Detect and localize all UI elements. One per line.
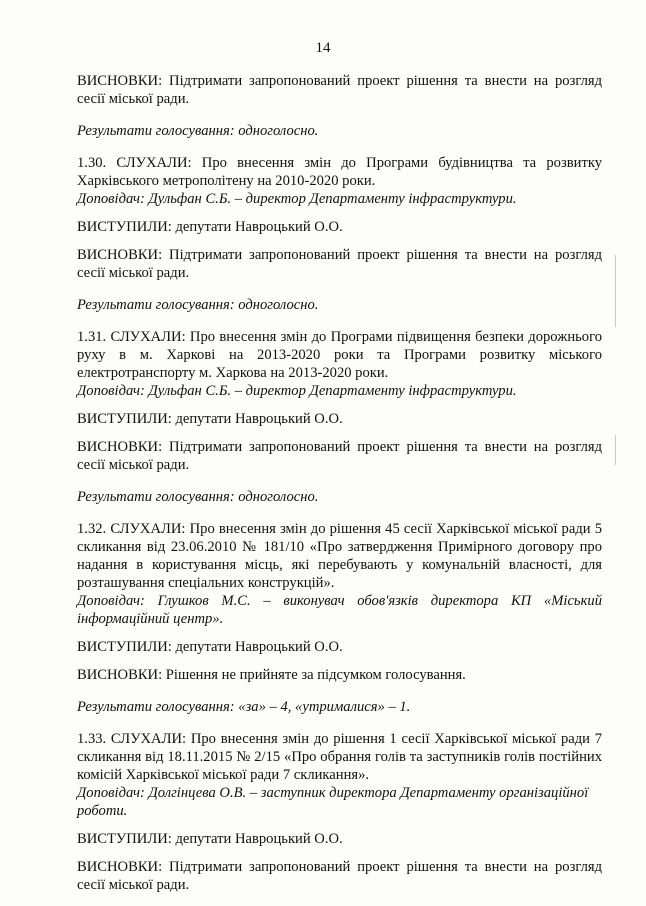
speaker-line: Доповідач: Долгінцева О.В. – заступник директора Департаменту організаційної роботи. xyxy=(77,785,589,819)
scan-edge-mark xyxy=(615,255,616,327)
scan-edge-mark xyxy=(615,435,616,465)
conclusions-text: ВИСНОВКИ: Підтримати запропонований проект рішення та внести на розгляд сесії міської ради. xyxy=(77,247,602,281)
protocol-body xyxy=(77,72,602,894)
spoke-line: ВИСТУПИЛИ: депутати Навроцький О.О. xyxy=(77,639,343,655)
conclusions-text: ВИСНОВКИ: Рішення не прийняте за підсумком голосування. xyxy=(77,667,466,683)
heard-item: 1.31. СЛУХАЛИ: Про внесення змін до Програми підвищення безпеки дорожнього руху в м. Харкові на 2013-2020 роки та Програми розвитку міського електротранспорту м. Харкова на 2013-2020 роки. xyxy=(77,329,602,381)
conclusions-text: ВИСНОВКИ: Підтримати запропонований проект рішення та внести на розгляд сесії міської ради. xyxy=(77,859,602,893)
conclusions-text: ВИСНОВКИ: Підтримати запропонований проект рішення та внести на розгляд сесії міської ради. xyxy=(77,73,602,107)
voting-results: Результати голосування: одноголосно. xyxy=(77,297,319,313)
heard-item: 1.32. СЛУХАЛИ: Про внесення змін до рішення 45 сесії Харківської міської ради 5 скликання від 23.06.2010 № 181/10 «Про затвердження Примірного договору про надання в користування місць, які перебувають у комунальній власності, для розташування спеціальних конструкцій». xyxy=(77,521,602,591)
speaker-line: Доповідач: Дульфан С.Б. – директор Департаменту інфраструктури. xyxy=(77,191,517,207)
spoke-line: ВИСТУПИЛИ: депутати Навроцький О.О. xyxy=(77,411,343,427)
voting-results: Результати голосування: одноголосно. xyxy=(77,489,319,505)
voting-results: Результати голосування: одноголосно. xyxy=(77,123,319,139)
speaker-line: Доповідач: Дульфан С.Б. – директор Департаменту інфраструктури. xyxy=(77,383,517,399)
page-number: 14 xyxy=(315,40,331,56)
voting-results: Результати голосування: «за» – 4, «утрималися» – 1. xyxy=(77,699,411,715)
spoke-line: ВИСТУПИЛИ: депутати Навроцький О.О. xyxy=(77,219,343,235)
heard-item: 1.30. СЛУХАЛИ: Про внесення змін до Програми будівництва та розвитку Харківського метрополітену на 2010-2020 роки. xyxy=(77,155,602,189)
spoke-line: ВИСТУПИЛИ: депутати Навроцький О.О. xyxy=(77,831,343,847)
conclusions-text: ВИСНОВКИ: Підтримати запропонований проект рішення та внести на розгляд сесії міської ради. xyxy=(77,439,602,473)
speaker-line: Доповідач: Глушков М.С. – виконувач обов'язків директора КП «Міський інформаційний центр». xyxy=(77,593,602,627)
heard-item: 1.33. СЛУХАЛИ: Про внесення змін до рішення 1 сесії Харківської міської ради 7 скликання від 18.11.2015 № 2/15 «Про обрання голів та заступників голів постійних комісій Харківської міської ради 7 скликання». xyxy=(77,731,602,783)
